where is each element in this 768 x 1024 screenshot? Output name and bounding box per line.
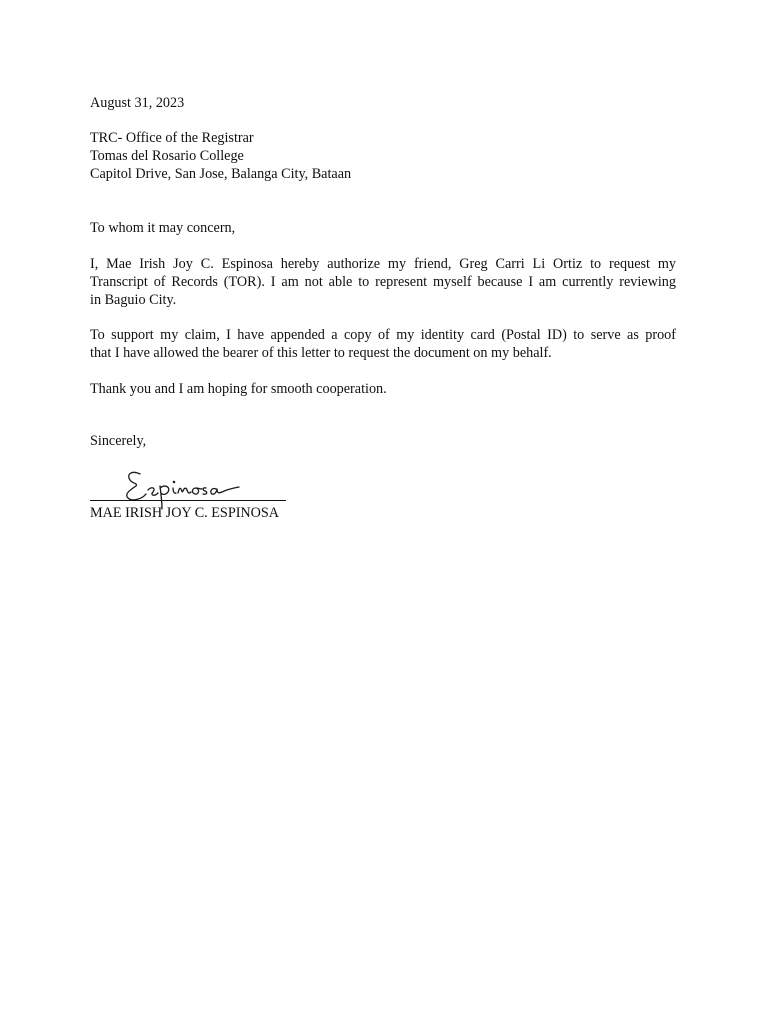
salutation-text: To whom it may concern, bbox=[90, 220, 236, 236]
salutation bbox=[90, 219, 676, 237]
paragraph-authorization bbox=[90, 255, 676, 309]
handwritten-signature bbox=[118, 460, 242, 510]
recipient-line-2: Tomas del Rosario College bbox=[90, 148, 244, 164]
paragraph-proof bbox=[90, 326, 676, 362]
signature-block bbox=[90, 458, 310, 528]
recipient-line-3: Capitol Drive, San Jose, Balanga City, Bataan bbox=[90, 166, 352, 182]
signatory-name: MAE IRISH JOY C. ESPINOSA bbox=[90, 505, 280, 521]
paragraph-1-line-3: in Baguio City. bbox=[90, 292, 177, 308]
recipient-address bbox=[90, 129, 676, 183]
paragraph-thanks bbox=[90, 380, 676, 398]
closing bbox=[90, 432, 676, 450]
paragraph-2-line-2: that I have allowed the bearer of this letter to request the document on my behalf. bbox=[90, 345, 552, 361]
letter-date bbox=[90, 94, 676, 112]
date-text: August 31, 2023 bbox=[90, 95, 185, 111]
paragraph-1-line-2: Transcript of Records (TOR). I am not able to represent myself because I am currently reviewing bbox=[90, 274, 676, 290]
paragraph-3-text: Thank you and I am hoping for smooth cooperation. bbox=[90, 381, 387, 397]
paragraph-1-line-1: I, Mae Irish Joy C. Espinosa hereby authorize my friend, Greg Carri Li Ortiz to request my bbox=[90, 256, 676, 272]
recipient-line-1: TRC- Office of the Registrar bbox=[90, 130, 254, 146]
closing-text: Sincerely, bbox=[90, 433, 147, 449]
paragraph-2-line-1: To support my claim, I have appended a copy of my identity card (Postal ID) to serve as proof bbox=[90, 327, 676, 343]
signature-line bbox=[90, 500, 286, 501]
